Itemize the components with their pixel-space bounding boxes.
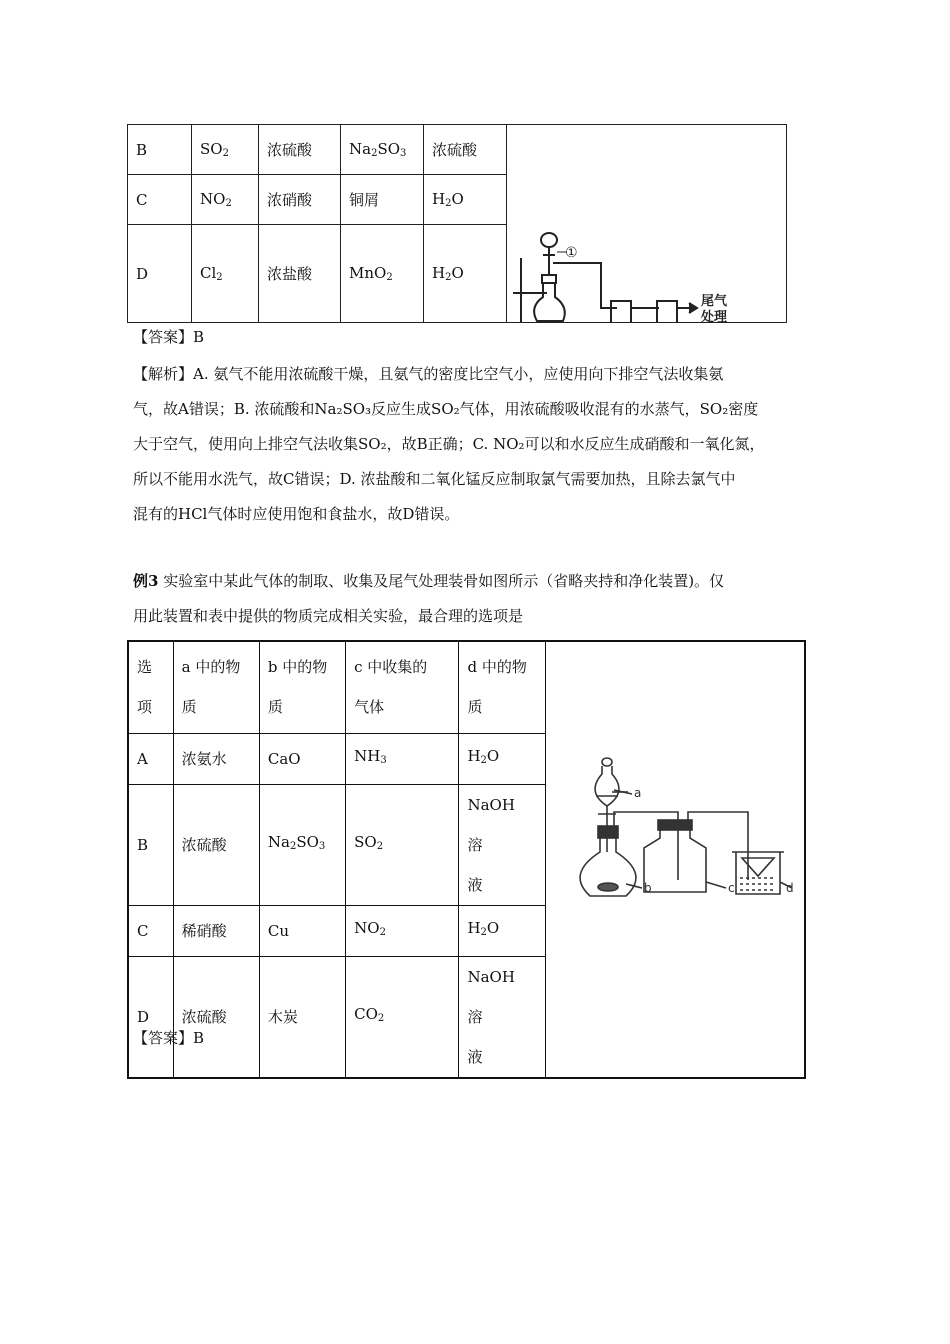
a-cell: 浓氨水	[173, 733, 259, 784]
figure-label-d: d	[785, 881, 794, 895]
header-option: 选 项	[128, 641, 173, 733]
gas-cell: $Cl_2$	[192, 225, 259, 323]
a-cell: 稀硝酸	[173, 905, 259, 956]
c-cell: $H_2O$	[424, 175, 507, 225]
b-cell: $Na_2SO_3$	[259, 784, 345, 905]
answer-2: 【答案】B	[133, 1029, 205, 1047]
analysis-line-4: 所以不能用水洗气，故C错误；D. 浓盐酸和二氧化锰反应制取氯气需要加热，且除去氯气中	[133, 470, 736, 488]
c-cell: $NH_3$	[346, 733, 459, 784]
a-cell: 浓盐酸	[259, 225, 341, 323]
answer-1: 【答案】B	[133, 328, 205, 346]
header-d: d 中的物 质	[459, 641, 545, 733]
option-cell: C	[128, 905, 173, 956]
figure-label-1: ①	[565, 245, 578, 261]
example-3-label: 例3	[133, 572, 159, 590]
example-3-line-2: 用此装置和表中提供的物质完成相关实验，最合理的选项是	[133, 607, 524, 625]
b-cell: Cu	[259, 905, 345, 956]
apparatus-2-drawing	[546, 642, 802, 1022]
c-cell: $SO_2$	[346, 784, 459, 905]
c-cell: $CO_2$	[346, 956, 459, 1078]
apparatus-figure-2	[545, 641, 805, 1078]
c-cell: $H_2O$	[424, 225, 507, 323]
option-cell: B	[128, 125, 192, 175]
figure-label-treatment: 处理	[701, 310, 728, 323]
figure-label-tail-gas: 尾气	[701, 294, 728, 309]
d-cell: NaOH 溶 液	[459, 956, 545, 1078]
analysis-line-3: 大于空气，使用向上排空气法收集SO₂，故B正确；C. NO₂可以和水反应生成硝酸和一氧化氮，	[133, 435, 765, 453]
apparatus-figure-1	[507, 125, 787, 323]
figure-label-a: a	[633, 786, 642, 800]
header-c: c 中收集的 气体	[346, 641, 459, 733]
analysis-paragraph	[133, 357, 823, 532]
analysis-heading: 【解析】	[133, 365, 194, 383]
figure-label-b: b	[643, 881, 652, 895]
table-1	[127, 124, 787, 323]
analysis-line-1: 【解析】A. 氨气不能用浓硫酸干燥，且氨气的密度比空气小，应使用向下排空气法收集氨	[133, 365, 724, 383]
gas-cell: $SO_2$	[192, 125, 259, 175]
d-cell: $H_2O$	[459, 905, 545, 956]
b-cell: 木炭	[259, 956, 345, 1078]
option-cell: A	[128, 733, 173, 784]
table-header-row	[128, 641, 805, 733]
a-cell: 浓硫酸	[173, 784, 259, 905]
analysis-line-2: 气，故A错误；B. 浓硫酸和Na₂SO₃反应生成SO₂气体，用浓硫酸吸收混有的水蒸气，SO₂密度	[133, 400, 759, 418]
apparatus-1-drawing	[507, 125, 785, 323]
table-row	[128, 125, 787, 175]
header-a: a 中的物 质	[173, 641, 259, 733]
example-3	[133, 564, 823, 634]
b-cell: MnO$_2$	[341, 225, 424, 323]
a-cell: 浓硫酸	[173, 956, 259, 1078]
a-cell: 浓硫酸	[259, 125, 341, 175]
option-cell: B	[128, 784, 173, 905]
figure-label-c: c	[727, 881, 735, 895]
b-cell: CaO	[259, 733, 345, 784]
b-cell: $Na_2SO_3$	[341, 125, 424, 175]
table-2	[127, 640, 806, 1079]
b-cell: 铜屑	[341, 175, 424, 225]
d-cell: $H_2O$	[459, 733, 545, 784]
gas-cell: $NO_2$	[192, 175, 259, 225]
c-cell: 浓硫酸	[424, 125, 507, 175]
d-cell: NaOH 溶 液	[459, 784, 545, 905]
analysis-line-5: 混有的HCl气体时应使用饱和食盐水，故D错误。	[133, 505, 460, 523]
example-3-line-1: 例3 实验室中某此气体的制取、收集及尾气处理装骨如图所示（省略夹持和净化装置)。仅	[133, 572, 725, 590]
c-cell: $NO_2$	[346, 905, 459, 956]
a-cell: 浓硝酸	[259, 175, 341, 225]
option-cell: C	[128, 175, 192, 225]
header-b: b 中的物 质	[259, 641, 345, 733]
option-cell: D	[128, 225, 192, 323]
option-cell: D	[128, 956, 173, 1078]
